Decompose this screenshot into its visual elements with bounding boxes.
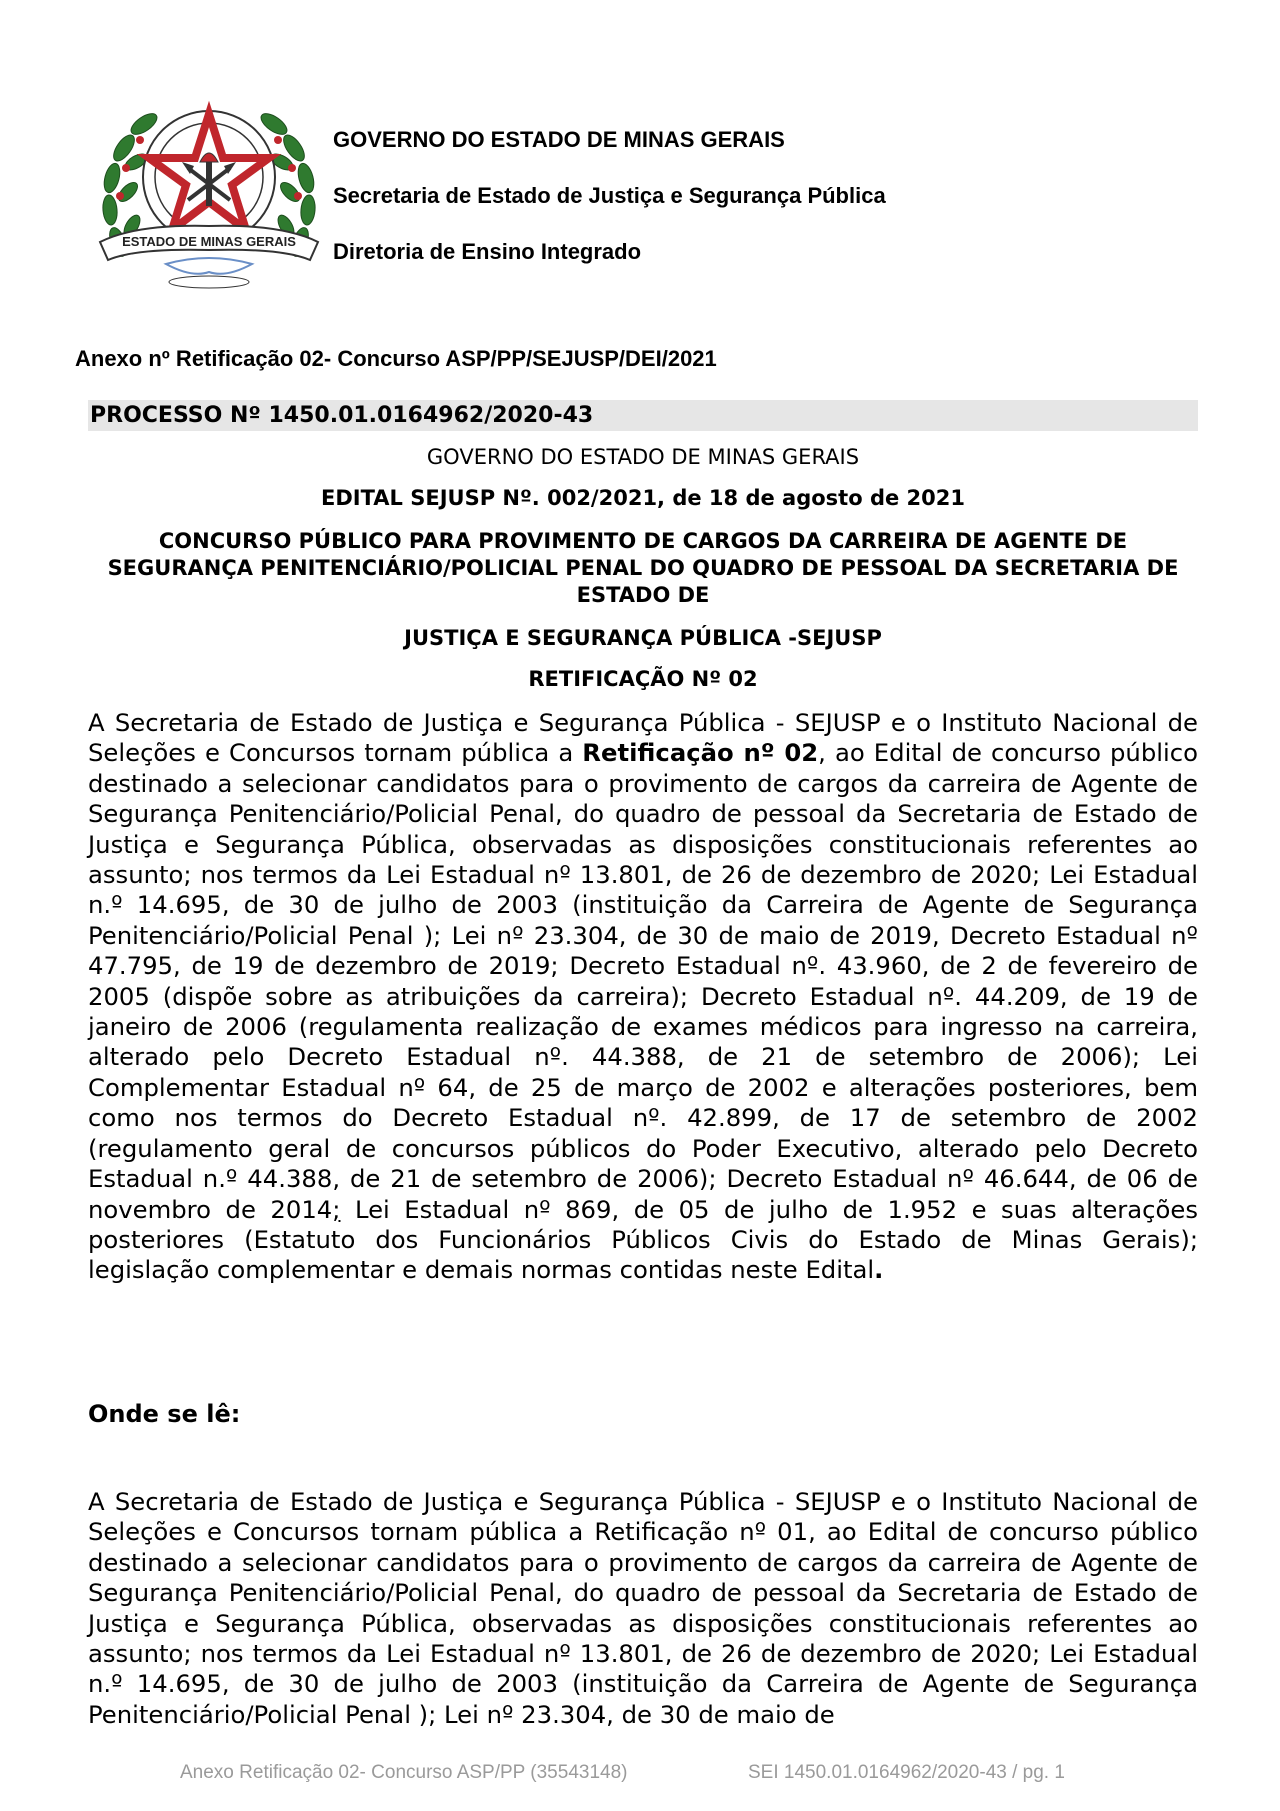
footer-page-info: SEI 1450.01.0164962/2020-43 / pg. 1 [748, 1762, 1065, 1783]
paragraph-text: A Secretaria de Estado de Justiça e Segurança Pública - SEJUSP e o Instituto Nacional de Seleções e Concursos tornam pública a [88, 708, 1198, 768]
org-secretariat-title: Secretaria de Estado de Justiça e Segurança Pública [333, 183, 886, 208]
paragraph-text: , ao Edital de concurso público destinado a selecionar candidatos para o provimento de cargos da carreira de Agente de Segurança Penitenciário/Policial Penal, do quadro de pessoal da Secretaria de Estado de Justiça e Segurança Pública, observadas as disposições constitucionais referentes ao assunto; nos termos da Lei Estadual nº 13.801, de 26 de dezembro de 2020; Lei Estadual n.º 14.695, de 30 de julho de 2003 (instituição da Carreira de Agente de Segurança Penitenciário/Policial Penal ); Lei nº 23.304, de 30 de maio de 2019, Decreto Estadual nº 47.795, de 19 de dezembro de 2019; Decreto Estadual nº. 43.960, de 2 de fevereiro de 2005 (dispõe sobre as atribuições da carreira); Decreto Estadual nº. 44.209, de 19 de janeiro de 2006 (regulamenta realização de exames médicos para ingresso na carreira, alterado pelo Decreto Estadual nº. 44.388, de 21 de setembro de 2006); Lei Complementar Estadual nº 64, de 25 de março de 2002 e alterações posteriores, bem como nos termos do Decreto Estadual nº. 42.899, de 17 de setembro de 2002 (regulamento geral de concursos públicos do Poder Executivo, alterado pelo Decreto Estadual n.º 44.388, de 21 de setembro de 2006); Decreto Estadual nº 46.644, de 06 de novembro de 2014 [88, 738, 1198, 1224]
paragraph-end-mark: . [874, 1255, 884, 1285]
government-heading: GOVERNO DO ESTADO DE MINAS GERAIS [426, 445, 860, 469]
org-government-title: GOVERNO DO ESTADO DE MINAS GERAIS [333, 127, 785, 152]
annex-title: Anexo nº Retificação 02- Concurso ASP/PP/SEJUSP/DEI/2021 [75, 346, 717, 371]
footer-document-id: Anexo Retificação 02- Concurso ASP/PP (35543148) [180, 1762, 628, 1783]
edital-heading: EDITAL SEJUSP Nº. 002/2021, de 18 de agosto de 2021 [321, 486, 965, 510]
body-paragraph-retificacao-01: A Secretaria de Estado de Justiça e Segurança Pública - SEJUSP e o Instituto Nacional de Seleções e Concursos tornam pública a Retificação nº 01, ao Edital de concurso público destinado a selecionar candidatos para o provimento de cargos da carreira de Agente de Segurança Penitenciário/Policial Penal, do quadro de pessoal da Secretaria de Estado de Justiça e Segurança Pública, observadas as disposições constitucionais referentes ao assunto; nos termos da Lei Estadual nº 13.801, de 26 de dezembro de 2020; Lei Estadual n.º 14.695, de 30 de julho de 2003 (instituição da Carreira de Agente de Segurança Penitenciário/Policial Penal ); Lei nº 23.304, de 30 de maio de [88, 1487, 1198, 1729]
onde-se-le-heading: Onde se lê: [88, 1400, 241, 1428]
paragraph-underlined-text: ; [332, 1194, 341, 1224]
crest-ribbon-text: ESTADO DE MINAS GERAIS [122, 234, 296, 249]
retificacao-heading: RETIFICAÇÃO Nº 02 [528, 667, 758, 691]
coat-of-arms-logo [96, 92, 322, 300]
minas-gerais-coat-of-arms-icon [96, 92, 322, 300]
secretariat-heading: JUSTIÇA E SEGURANÇA PÚBLICA -SEJUSP [404, 626, 882, 650]
concurso-title: CONCURSO PÚBLICO PARA PROVIMENTO DE CARGOS DA CARREIRA DE AGENTE DE SEGURANÇA PENITENCIÁRIO/POLICIAL PENAL DO QUADRO DE PESSOAL DA SECRETARIA DE ESTADO DE [107, 529, 1179, 607]
paragraph-text: Lei Estadual nº 869, de 05 de julho de 1.952 e suas alterações posteriores (Estatuto dos Funcionários Públicos Civis do Estado de Minas Gerais); legislação complementar e demais normas contidas neste Edital [88, 1194, 1198, 1285]
paragraph-bold-text: Retificação nº 02 [582, 738, 819, 768]
processo-number-bar: PROCESSO Nº 1450.01.0164962/2020-43 [88, 400, 1198, 431]
body-paragraph-retificacao-02 [88, 708, 1198, 1286]
org-directorate-title: Diretoria de Ensino Integrado [333, 239, 642, 264]
